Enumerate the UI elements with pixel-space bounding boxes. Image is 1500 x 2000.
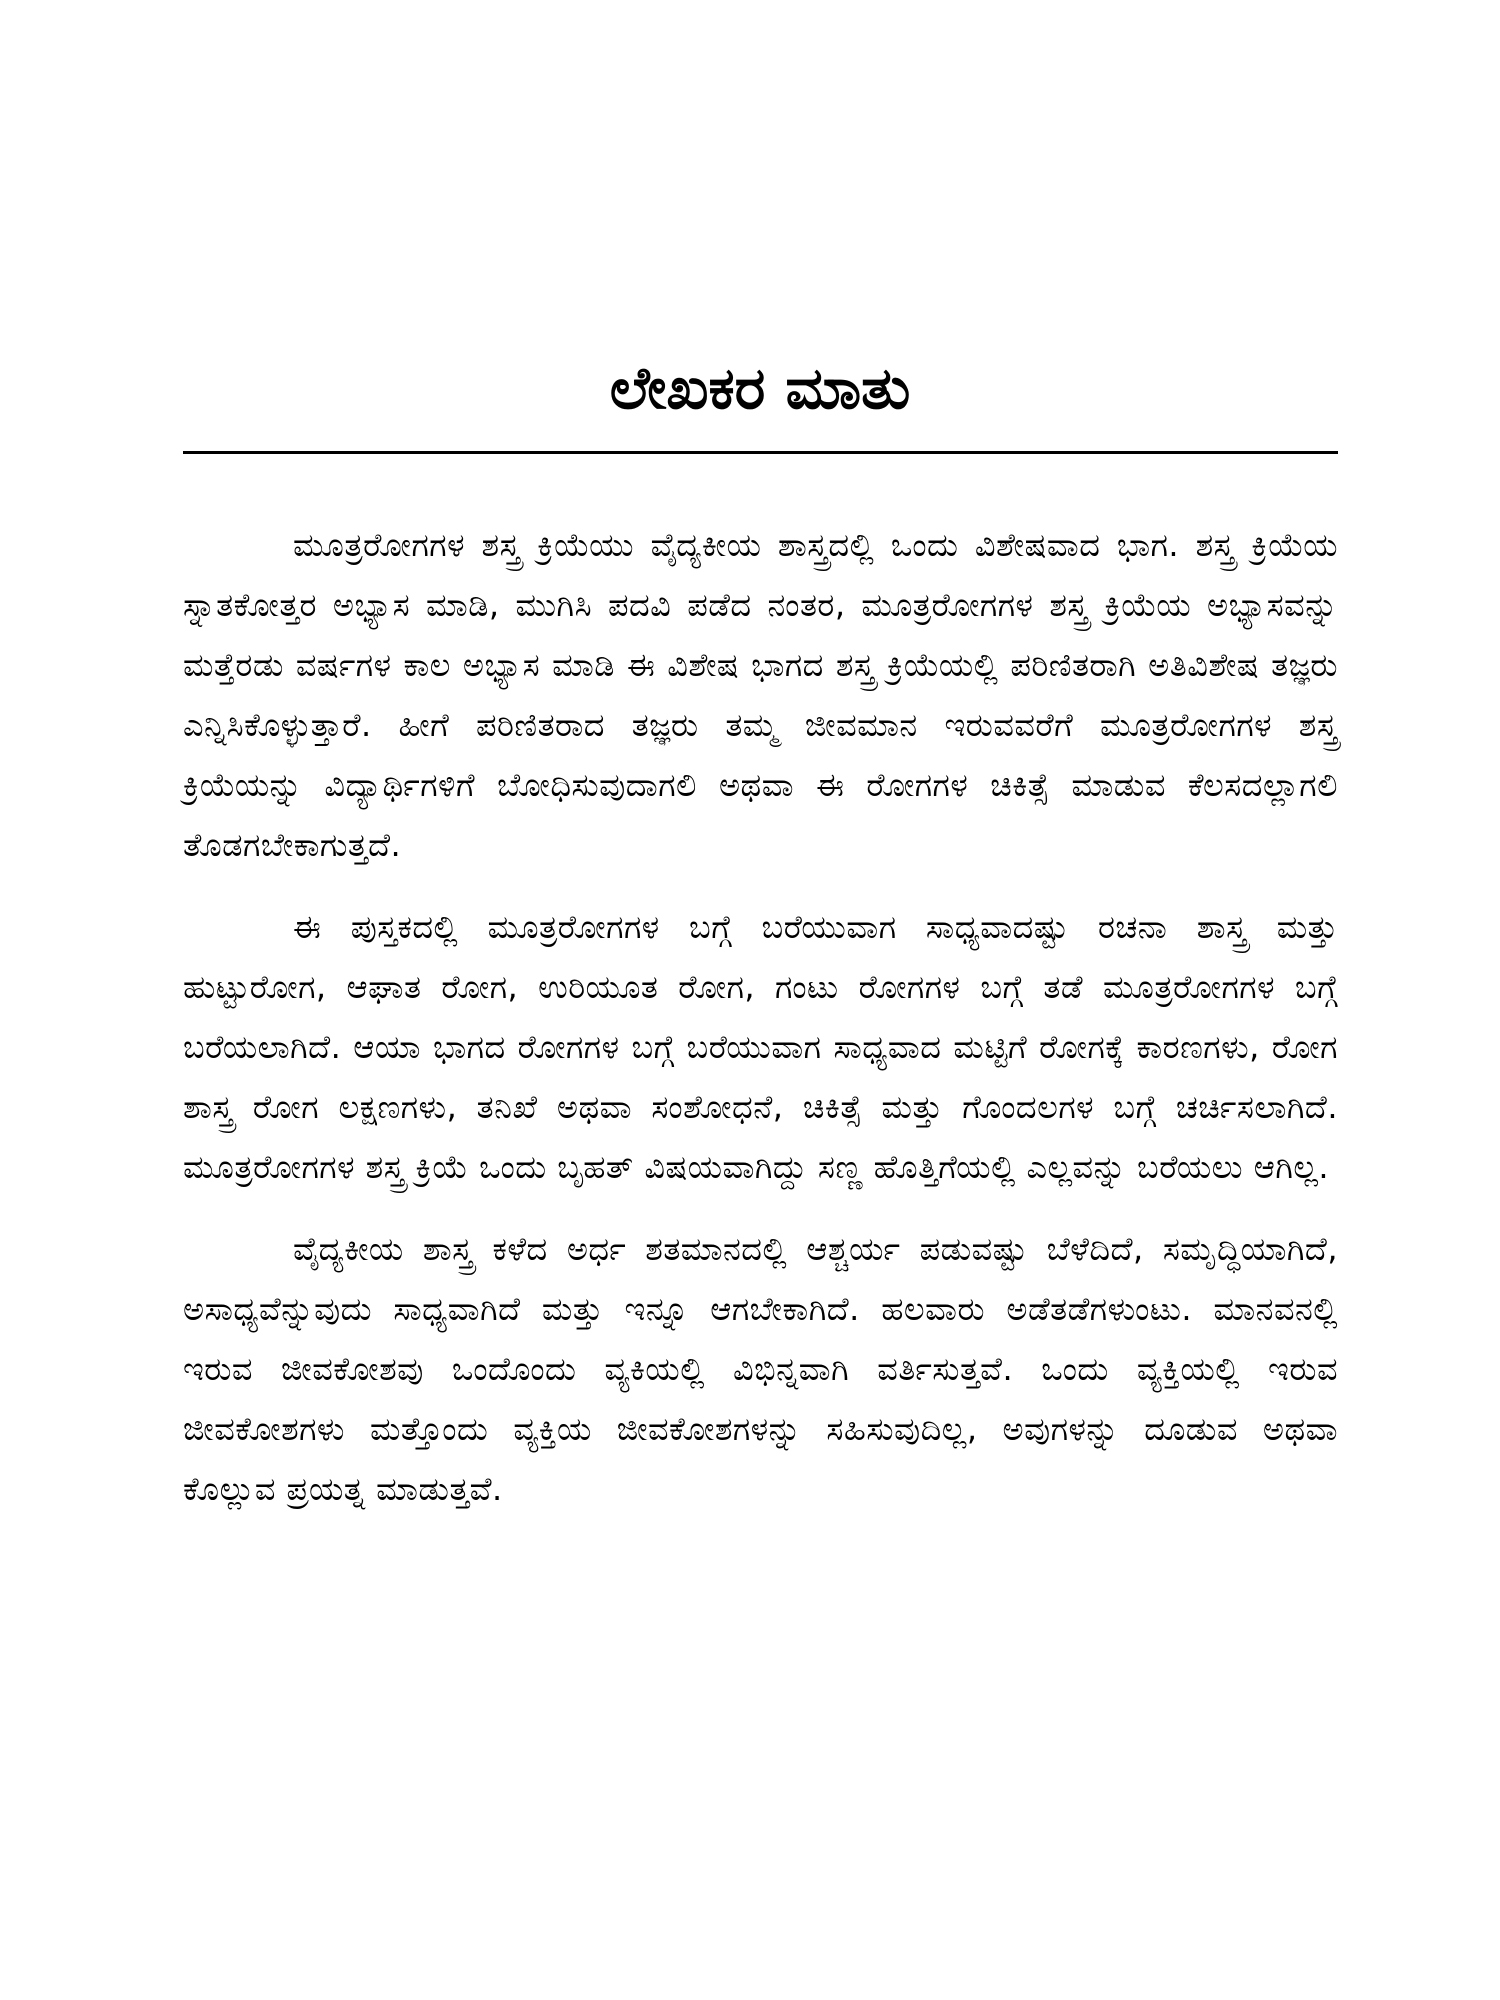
paragraph-3: ವೈದ್ಯಕೀಯ ಶಾಸ್ತ್ರ ಕಳೆದ ಅರ್ಧ ಶತಮಾನದಲ್ಲಿ ಆಶ್ಚರ್ಯ ಪಡುವಷ್ಟು ಬೆಳೆದಿದೆ, ಸಮೃದ್ಧಿಯಾಗಿದೆ, ಅಸಾಧ್ಯವೆನ್ನುವುದು ಸಾಧ್ಯವಾಗಿದೆ ಮತ್ತು ಇನ್ನೂ ಆಗಬೇಕಾಗಿದೆ. ಹಲವಾರು ಅಡೆತಡೆಗಳುಂಟು. ಮಾನವನಲ್ಲಿ ಇರುವ ಜೀವಕೋಶವು ಒಂದೊಂದು ವ್ಯಕಿಯಲ್ಲಿ ವಿಭಿನ್ನವಾಗಿ ವರ್ತಿಸುತ್ತವೆ. ಒಂದು ವ್ಯಕ್ತಿಯಲ್ಲಿ ಇರುವ ಜೀವಕೋಶಗಳು ಮತ್ತೊಂದು ವ್ಯಕ್ತಿಯ ಜೀವಕೋಶಗಳನ್ನು ಸಹಿಸುವುದಿಲ್ಲ, ಅವುಗಳನ್ನು ದೂಡುವ ಅಥವಾ ಕೊಲ್ಲುವ ಪ್ರಯತ್ನ ಮಾಡುತ್ತವೆ. xyxy=(183,1230,1338,1508)
body-text xyxy=(183,515,1338,1541)
page-title: ಲೇಖಕರ ಮಾತು xyxy=(609,354,911,422)
paragraph-1: ಮೂತ್ರರೋಗಗಳ ಶಸ್ತ್ರ ಕ್ರಿಯೆಯು ವೈದ್ಯಕೀಯ ಶಾಸ್ತ್ರದಲ್ಲಿ ಒಂದು ವಿಶೇಷವಾದ ಭಾಗ. ಶಸ್ತ್ರ ಕ್ರಿಯೆಯ ಸ್ನಾತಕೋತ್ತರ ಅಭ್ಯಾಸ ಮಾಡಿ, ಮುಗಿಸಿ ಪದವಿ ಪಡೆದ ನಂತರ, ಮೂತ್ರರೋಗಗಳ ಶಸ್ತ್ರ ಕ್ರಿಯೆಯ ಅಭ್ಯಾಸವನ್ನು ಮತ್ತೆರಡು ವರ್ಷಗಳ ಕಾಲ ಅಭ್ಯಾಸ ಮಾಡಿ ಈ ವಿಶೇಷ ಭಾಗದ ಶಸ್ತ್ರ ಕ್ರಿಯೆಯಲ್ಲಿ ಪರಿಣಿತರಾಗಿ ಅತಿವಿಶೇಷ ತಜ್ಞರು ಎನ್ನಿಸಿಕೊಳ್ಳುತ್ತಾರೆ. ಹೀಗೆ ಪರಿಣಿತರಾದ ತಜ್ಞರು ತಮ್ಮ ಜೀವಮಾನ ಇರುವವರೆಗೆ ಮೂತ್ರರೋಗಗಳ ಶಸ್ತ್ರ ಕ್ರಿಯೆಯನ್ನು ವಿದ್ಯಾರ್ಥಿಗಳಿಗೆ ಬೋಧಿಸುವುದಾಗಲಿ ಅಥವಾ ಈ ರೋಗಗಳ ಚಿಕಿತ್ಸೆ ಮಾಡುವ ಕೆಲಸದಲ್ಲಾಗಲಿ ತೊಡಗಬೇಕಾಗುತ್ತದೆ. xyxy=(183,526,1338,864)
title-divider xyxy=(183,451,1338,454)
paragraph-2: ಈ ಪುಸ್ತಕದಲ್ಲಿ ಮೂತ್ರರೋಗಗಳ ಬಗ್ಗೆ ಬರೆಯುವಾಗ ಸಾಧ್ಯವಾದಷ್ಟು ರಚನಾ ಶಾಸ್ತ್ರ ಮತ್ತು ಹುಟ್ಟುರೋಗ, ಆಘಾತ ರೋಗ, ಉರಿಯೂತ ರೋಗ, ಗಂಟು ರೋಗಗಳ ಬಗ್ಗೆ ತಡೆ ಮೂತ್ರರೋಗಗಳ ಬಗ್ಗೆ ಬರೆಯಲಾಗಿದೆ. ಆಯಾ ಭಾಗದ ರೋಗಗಳ ಬಗ್ಗೆ ಬರೆಯುವಾಗ ಸಾಧ್ಯವಾದ ಮಟ್ಟಿಗೆ ರೋಗಕ್ಕೆ ಕಾರಣಗಳು, ರೋಗ ಶಾಸ್ತ್ರ ರೋಗ ಲಕ್ಷಣಗಳು, ತನಿಖೆ ಅಥವಾ ಸಂಶೋಧನೆ, ಚಿಕಿತ್ಸೆ ಮತ್ತು ಗೊಂದಲಗಳ ಬಗ್ಗೆ ಚರ್ಚಿಸಲಾಗಿದೆ. ಮೂತ್ರರೋಗಗಳ ಶಸ್ತ್ರ ಕ್ರಿಯೆ ಒಂದು ಬೃಹತ್ ವಿಷಯವಾಗಿದ್ದು ಸಣ್ಣ ಹೊತ್ತಿಗೆಯಲ್ಲಿ ಎಲ್ಲವನ್ನು ಬರೆಯಲು ಆಗಿಲ್ಲ. xyxy=(183,908,1338,1186)
